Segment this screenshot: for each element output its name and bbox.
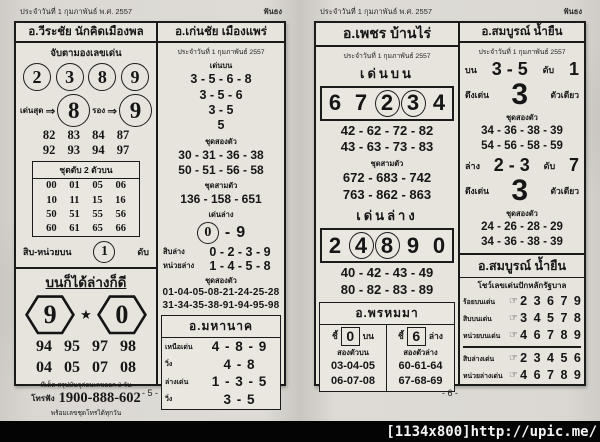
row-digits: 2 3 4 5 6 xyxy=(520,350,581,365)
pyramid-row: 5 xyxy=(217,118,225,133)
pointing-hand-icon: ☞ xyxy=(509,296,518,308)
somboon-date: ประจำวันที่ 1 กุมภาพันธ์ 2557 xyxy=(478,49,566,57)
phone-number: 1900-888-602 xyxy=(58,389,141,406)
two-digit-row: 30 - 31 - 36 - 38 xyxy=(178,148,264,163)
mahanak-row xyxy=(162,373,280,391)
two-digit-row: 54 - 56 - 58 - 59 xyxy=(481,140,563,153)
circled-dead-digit: 1 xyxy=(93,241,115,263)
digit: 9 xyxy=(236,224,246,242)
pair-set-row: 82 83 84 87 xyxy=(42,128,130,143)
pyramid-row: 3 - 5 - 6 - 8 xyxy=(190,72,252,87)
bottom-standout-label: เด่นล่าง xyxy=(356,208,418,224)
three-digit-row: 672 - 683 - 742 xyxy=(342,170,432,186)
dead-row: 00 01 05 06 xyxy=(46,180,126,192)
two-digit-row: 34 - 36 - 38 - 39 xyxy=(481,125,563,138)
phone-row xyxy=(19,390,153,407)
digit: 2 xyxy=(328,232,342,258)
both-ways-title: บนก็ได้ล่างก็ดี xyxy=(16,267,156,293)
bottom-standout-label: เด่นล่าง xyxy=(208,210,234,220)
standout-row xyxy=(463,310,581,327)
row-value: 4 - 8 xyxy=(223,356,255,372)
mahanak-row xyxy=(162,391,280,409)
dead-row: 50 51 55 56 xyxy=(46,208,126,220)
dead-label: ดับ xyxy=(542,64,555,75)
point-digit-row xyxy=(389,327,452,346)
mahanak-row xyxy=(162,356,280,374)
set-label: สองตัวบน xyxy=(337,347,369,357)
top-standout-label: เด่นบน xyxy=(360,65,414,81)
position-label: บน xyxy=(465,64,477,75)
pull-label: ดึงเด่น xyxy=(465,90,489,101)
bottom-digit-strip xyxy=(320,228,454,263)
pair-row: 43 - 63 - 73 - 83 xyxy=(340,139,434,155)
watermark-url: [1134x800]http://upic.me/ xyxy=(386,423,597,440)
point-digit-row xyxy=(322,327,384,346)
set-row: 67-68-69 xyxy=(398,374,443,387)
footnote-text: ทีเด็ด สรุปมันจุก่อนเลขออก 3 วัน xyxy=(40,381,132,389)
digit: 0 xyxy=(432,232,446,258)
digit: 6 xyxy=(328,90,342,115)
phone-label: โทรฟัง xyxy=(31,393,55,403)
row-digits: 4 6 7 8 9 xyxy=(520,327,581,342)
pair-set-row: 92 93 94 97 xyxy=(42,143,130,158)
promma-right xyxy=(387,325,454,391)
page-5-box xyxy=(14,21,286,417)
row-label: ร้อยบนเด่น xyxy=(463,299,496,307)
circled-digit: 8 xyxy=(375,232,400,259)
standout-row xyxy=(463,350,581,367)
kenchai-title: อ.เก่นชัย เมืองแพร่ xyxy=(158,25,284,43)
page-number: - 5 - xyxy=(141,388,158,398)
pull-standout-row xyxy=(463,176,581,206)
circled-digit: 4 xyxy=(349,232,374,259)
pyramid-block xyxy=(161,72,281,133)
somboon-title: อ.สมบูรณ์ น้ำยืน xyxy=(460,25,584,43)
three-digit-row: 763 - 862 - 863 xyxy=(342,187,432,203)
set-row: 03-04-05 xyxy=(330,359,376,372)
star-icon: ★ xyxy=(80,307,92,323)
units-bottom-label: หน่วยล่าง xyxy=(163,261,195,271)
kenchai-date: ประจำวันที่ 1 กุมภาพันธ์ 2557 xyxy=(177,49,265,57)
petch-date: ประจำวันที่ 1 กุมภาพันธ์ 2557 xyxy=(343,52,431,60)
circled-digit: 9 xyxy=(121,63,149,91)
dead-pairs-box xyxy=(32,161,140,237)
promma-title: อ.พรหมมา xyxy=(320,303,454,325)
circled-digit: 3 xyxy=(56,63,84,91)
mahanak-row xyxy=(162,338,280,356)
hexagon-digit: 0 xyxy=(115,300,129,330)
pyramid-row: 3 - 5 xyxy=(208,102,234,117)
set-label: สองตัวล่าง xyxy=(403,347,438,357)
row-label: สิบล่างเด่น xyxy=(463,355,495,363)
circled-digit: 0 xyxy=(197,222,219,244)
boxed-digit: 6 xyxy=(407,327,426,346)
mahanak-title: อ.มหานาค xyxy=(162,316,280,338)
page-5-header xyxy=(0,5,300,18)
row-label: หน่วยล่างเด่น xyxy=(463,372,503,380)
row-label: วิ่ง xyxy=(165,361,173,369)
pair-digits: 2 - 3 xyxy=(493,155,530,176)
position-label: ล่าง xyxy=(465,160,480,171)
pointing-hand-icon: ☞ xyxy=(509,369,518,381)
phone-note: พร้อมเลขชุดโทรได้ทุกวัน xyxy=(50,409,122,417)
dead-suffix-label: ดับ xyxy=(137,247,149,258)
dead-box-title: ชุดดับ 2 ตัวบน xyxy=(33,162,139,179)
hexagon-digits-row xyxy=(19,294,153,336)
set-row: 06-07-08 xyxy=(330,374,376,387)
row-value: 4 - 8 - 9 xyxy=(211,339,267,355)
promma-left xyxy=(320,325,387,391)
wirachai-subtitle: จับตามองเลขเด่น xyxy=(50,48,122,60)
single-label: ตัวเดียว xyxy=(550,90,579,101)
pointing-hand-icon: ☞ xyxy=(509,329,518,341)
page-6-brand: ฟันธง xyxy=(563,6,582,16)
row-value: 1 - 3 - 5 xyxy=(211,374,267,390)
two-digit-set-label: ชุดสองตัว xyxy=(205,137,237,147)
dead-digit: 1 xyxy=(568,59,579,80)
row-label: วิ่ง xyxy=(165,396,173,404)
image-host-bar xyxy=(0,421,600,442)
pull-label: ดึงเด่น xyxy=(465,186,489,197)
column-somboon xyxy=(460,23,584,384)
three-digit-set-label: ชุดสามตัว xyxy=(370,159,404,169)
digit: 7 xyxy=(354,90,368,115)
arrow-right-icon: ⇒ xyxy=(45,103,56,118)
pull-standout-row xyxy=(463,80,581,110)
top-standout-label: เด่นบน xyxy=(209,61,233,71)
dead-row: 10 11 15 16 xyxy=(46,194,126,206)
row-label: เหนือเด่น xyxy=(165,343,193,351)
hexagon-shape xyxy=(96,294,148,336)
two-digit-row: 50 - 51 - 56 - 58 xyxy=(178,163,264,178)
circled-second-digit: 9 xyxy=(119,94,152,127)
top-digit-strip xyxy=(320,86,454,121)
page-5-date: ประจำวันที่ 1 กุมภาพันธ์ พ.ศ. 2557 xyxy=(20,6,133,16)
digit: 9 xyxy=(406,232,420,258)
single-label: ตัวเดียว xyxy=(550,186,579,197)
pointing-hand-icon: ☞ xyxy=(509,312,518,324)
bottom-standout-digits xyxy=(161,222,281,244)
page-6 xyxy=(300,0,600,421)
pair-set-row: 94 95 97 98 xyxy=(36,338,136,356)
standout-row xyxy=(463,327,581,344)
row-label: สิบบนเด่น xyxy=(463,315,492,323)
best-label: เด่นสุด xyxy=(20,106,44,116)
page-number: - 6 - xyxy=(441,388,458,398)
pyramid-row: 3 - 5 - 6 xyxy=(199,87,243,102)
two-digit-row: 24 - 26 - 28 - 29 xyxy=(481,221,563,234)
row-digits: 2 3 6 7 9 xyxy=(520,294,581,309)
hot-digits-row xyxy=(19,62,153,92)
standout-row xyxy=(463,367,581,384)
two-digit-row: 31-34-35-38-91-94-95-98 xyxy=(162,299,280,311)
page-6-header xyxy=(300,5,600,18)
column-kenchai xyxy=(158,23,284,408)
two-digit-set-label: ชุดสองตัว xyxy=(506,209,538,219)
position-label: บน xyxy=(362,331,374,342)
bottom-pair-row xyxy=(463,155,581,176)
page-5 xyxy=(0,0,300,421)
pair-row: 80 - 82 - 83 - 89 xyxy=(340,281,434,297)
pointing-hand-icon: ☞ xyxy=(509,352,518,364)
somboon-title-2: อ.สมบูรณ์ น้ำยืน xyxy=(460,253,584,278)
pull-digit: 3 xyxy=(511,78,529,112)
two-digit-row: 01-04-05-08-21-24-25-28 xyxy=(162,287,280,299)
mahanak-box xyxy=(161,315,281,409)
row-digits: 3 4 5 7 8 xyxy=(520,311,581,325)
set-row: 60-61-64 xyxy=(398,359,443,372)
two-digit-set-label: ชุดสองตัว xyxy=(205,276,237,286)
page-6-box xyxy=(314,21,586,386)
row-value: 3 - 5 xyxy=(223,392,255,408)
point-label: ชี้ xyxy=(332,331,338,342)
tens-bottom-row xyxy=(161,245,281,259)
boxed-digit: 0 xyxy=(341,327,360,346)
three-digit-row: 136 - 158 - 651 xyxy=(180,192,262,207)
tens-bottom-digits: 0 - 2 - 3 - 9 xyxy=(209,245,271,260)
pull-digit: 3 xyxy=(511,174,529,208)
page-6-date: ประจำวันที่ 1 กุมภาพันธ์ พ.ศ. 2557 xyxy=(320,6,433,16)
petch-title: อ.เพชร บ้านไร่ xyxy=(316,25,458,47)
point-label: ชี้ xyxy=(398,331,404,342)
units-bottom-row xyxy=(161,259,281,273)
wirachai-title: อ.วีระชัย นักคิดเมืองพล xyxy=(16,25,156,43)
dead-label: ดับ xyxy=(543,160,556,171)
units-bottom-digits: 1 - 4 - 5 - 8 xyxy=(209,259,271,274)
column-wirachai xyxy=(16,23,158,417)
row-digits: 4 6 7 8 9 xyxy=(520,367,581,382)
promma-columns xyxy=(320,325,454,391)
circled-digit: 3 xyxy=(401,90,426,117)
promma-box xyxy=(319,302,455,392)
pair-set-row: 04 05 07 08 xyxy=(36,358,136,376)
standout-row xyxy=(463,293,581,310)
best-digit-row xyxy=(19,93,153,128)
tens-units-row xyxy=(19,240,153,264)
row-label: หน่วยบนเด่น xyxy=(463,332,501,340)
hexagon-digit: 9 xyxy=(43,300,57,330)
top-pair-row xyxy=(463,59,581,80)
position-label: ล่าง xyxy=(428,331,443,342)
pair-row: 42 - 62 - 72 - 82 xyxy=(340,122,434,138)
circled-best-digit: 8 xyxy=(57,94,90,127)
dash: - xyxy=(224,224,231,242)
dead-row: 60 61 65 66 xyxy=(46,222,126,234)
circled-digit: 8 xyxy=(88,63,116,91)
dead-digit: 7 xyxy=(568,155,579,176)
pair-row: 40 - 42 - 43 - 49 xyxy=(340,265,434,281)
hexagon-shape xyxy=(24,294,76,336)
column-petch xyxy=(316,23,460,387)
circled-digit: 2 xyxy=(375,90,400,117)
page-5-brand: ฟันธง xyxy=(263,6,282,16)
circled-digit: 2 xyxy=(23,63,51,91)
show-subtitle: โชว์เลขเด่นปักหลักรัฐบาล xyxy=(477,281,567,291)
second-label: รอง xyxy=(92,106,106,116)
arrow-right-icon: ⇒ xyxy=(107,103,118,118)
pair-digits: 3 - 5 xyxy=(491,59,528,80)
two-digit-set-label: ชุดสองตัว xyxy=(506,113,538,123)
two-digit-row: 34 - 36 - 38 - 39 xyxy=(481,236,563,249)
tens-bottom-label: สิบล่าง xyxy=(163,247,185,257)
tens-units-label: สิบ-หน่วยบน xyxy=(23,247,72,258)
digit: 4 xyxy=(432,90,446,115)
divider xyxy=(463,346,581,348)
row-label: ล่างเด่น xyxy=(165,378,189,386)
three-digit-set-label: ชุดสามตัว xyxy=(204,181,238,191)
